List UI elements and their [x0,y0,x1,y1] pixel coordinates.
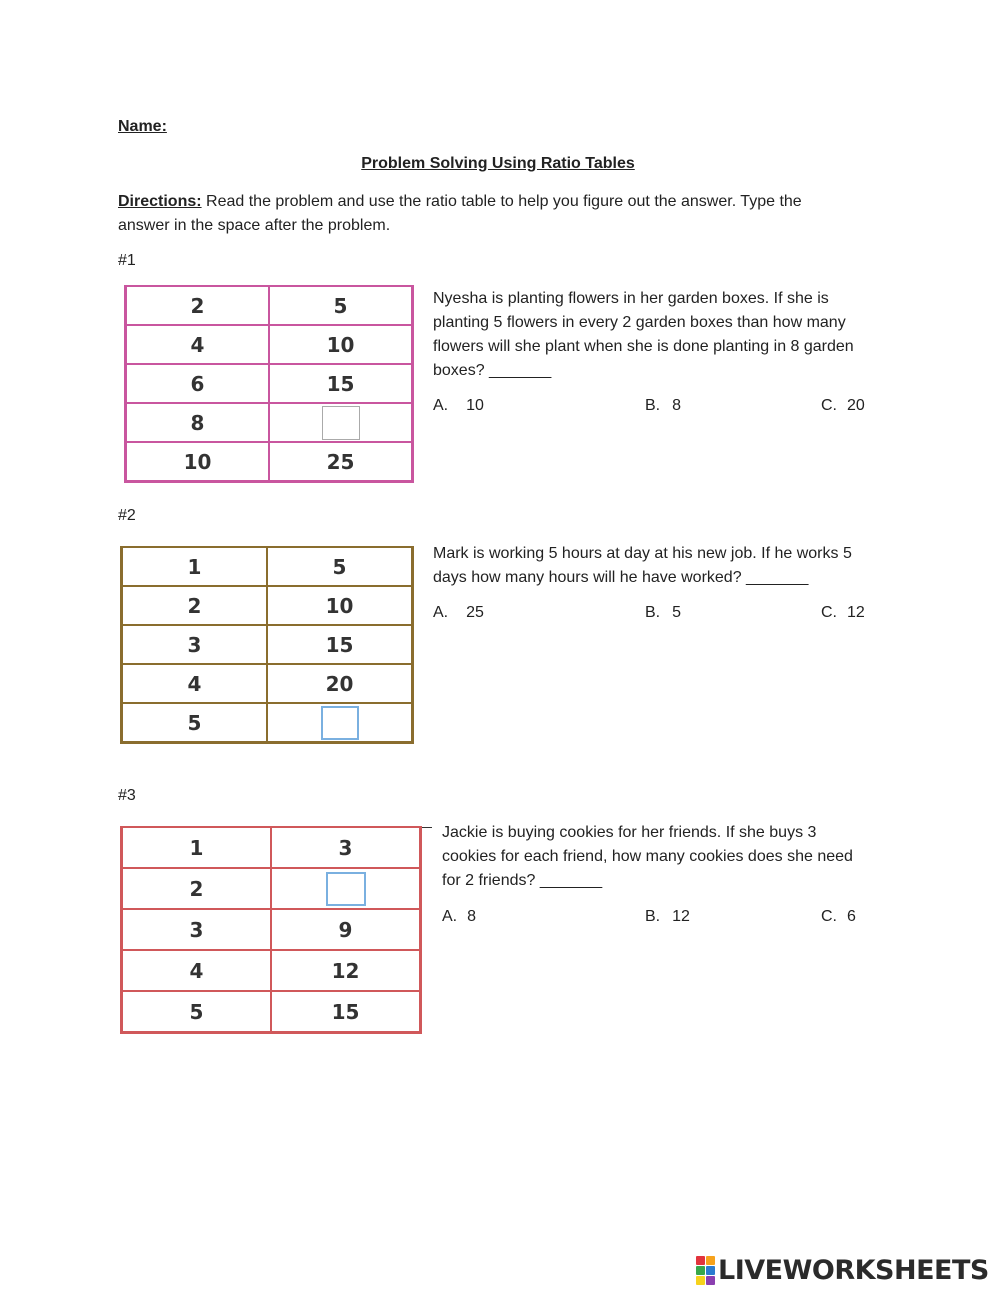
problem-text-line: Mark is working 5 hours at day at his new job. If he works 5 [433,545,852,562]
directions [118,190,878,238]
problem-text-line: planting 5 flowers in every 2 garden boxes than how many [433,314,846,331]
table-cell: 1 [122,547,268,586]
table-cell: 12 [271,950,421,991]
page-title: Problem Solving Using Ratio Tables [361,155,635,172]
problem-text-line: Nyesha is planting flowers in her garden boxes. If she is [433,290,829,307]
table-row [126,442,413,482]
option-b [645,397,681,415]
logo-mark-icon [696,1256,715,1285]
problem-text-line: flowers will she plant when she is done planting in 8 garden [433,338,854,355]
option-letter: A. [442,908,458,925]
table-cell: 25 [269,442,413,482]
problem-text-line: boxes? _______ [433,362,552,379]
ratio-table-1 [124,285,414,483]
table-row [122,664,413,703]
table-row [122,950,421,991]
option-a [442,908,476,926]
option-value: 12 [847,604,865,621]
table-cell: 10 [126,442,270,482]
answer-cell [267,703,413,743]
option-a [433,604,484,622]
option-letter: B. [645,397,661,414]
table-cell: 8 [126,403,270,442]
table-row [126,325,413,364]
table-cell: 2 [122,586,268,625]
table-row [126,364,413,403]
table-cell: 3 [122,909,272,950]
problem-text-line: cookies for each friend, how many cookies does she need [442,848,853,865]
option-value: 6 [847,908,856,925]
table-cell: 5 [269,286,413,325]
problem-3-text [442,821,902,893]
table-cell: 3 [122,625,268,664]
table-cell: 5 [122,703,268,743]
ratio-table-2 [120,546,414,744]
table-row [122,625,413,664]
name-label: Name: [118,118,167,135]
table-cell: 2 [122,868,272,909]
table-top-rule [422,827,432,828]
table-cell: 10 [269,325,413,364]
option-letter: B. [645,604,661,621]
option-b [645,604,681,622]
table-cell: 3 [271,827,421,868]
problem-text-line: days how many hours will he have worked? _______ [433,569,809,586]
answer-box-3[interactable] [326,872,366,906]
table-row [122,868,421,909]
answer-box-2[interactable] [321,706,359,740]
table-row [122,547,413,586]
option-letter: B. [645,908,661,925]
problem-text-line: for 2 friends? _______ [442,872,603,889]
option-c [821,604,865,622]
problem-2-number: #2 [118,507,136,524]
option-b [645,908,690,926]
table-cell: 4 [122,664,268,703]
table-cell: 10 [267,586,413,625]
option-letter: C. [821,604,837,621]
option-value: 20 [847,397,865,414]
problem-3-number: #3 [118,787,136,804]
problem-1-number: #1 [118,252,136,269]
table-cell: 6 [126,364,270,403]
table-row [126,286,413,325]
table-row [122,703,413,743]
option-letter: A. [433,604,449,621]
option-letter: C. [821,397,837,414]
problem-text-line: Jackie is buying cookies for her friends. If she buys 3 [442,824,817,841]
option-letter: C. [821,908,837,925]
table-cell: 2 [126,286,270,325]
table-cell: 4 [126,325,270,364]
table-cell: 9 [271,909,421,950]
option-value: 8 [467,908,477,925]
option-value: 10 [466,397,484,414]
table-row [122,909,421,950]
table-row [122,827,421,868]
option-value: 25 [466,604,484,621]
option-value: 8 [672,397,682,414]
ratio-table-3 [120,826,422,1034]
table-row [122,586,413,625]
table-row [122,991,421,1033]
option-value: 5 [672,604,682,621]
option-c [821,908,856,926]
problem-2-text [433,542,893,590]
answer-cell [269,403,413,442]
option-a [433,397,484,415]
table-cell: 20 [267,664,413,703]
option-letter: A. [433,397,449,414]
answer-cell [271,868,421,909]
table-cell: 15 [271,991,421,1033]
table-cell: 5 [267,547,413,586]
table-cell: 5 [122,991,272,1033]
table-row [126,403,413,442]
directions-line1: Read the problem and use the ratio table to help you figure out the answer. Type the [201,193,802,210]
table-cell: 4 [122,950,272,991]
problem-1-text [433,287,893,383]
option-c [821,397,865,415]
answer-box-1[interactable] [322,406,360,440]
logo-text: LIVEWORKSHEETS [718,1254,989,1286]
option-value: 12 [672,908,690,925]
table-cell: 1 [122,827,272,868]
directions-label: Directions: [118,193,202,210]
table-cell: 15 [269,364,413,403]
directions-line2: answer in the space after the problem. [118,217,391,234]
table-cell: 15 [267,625,413,664]
liveworksheets-logo [696,1255,989,1285]
